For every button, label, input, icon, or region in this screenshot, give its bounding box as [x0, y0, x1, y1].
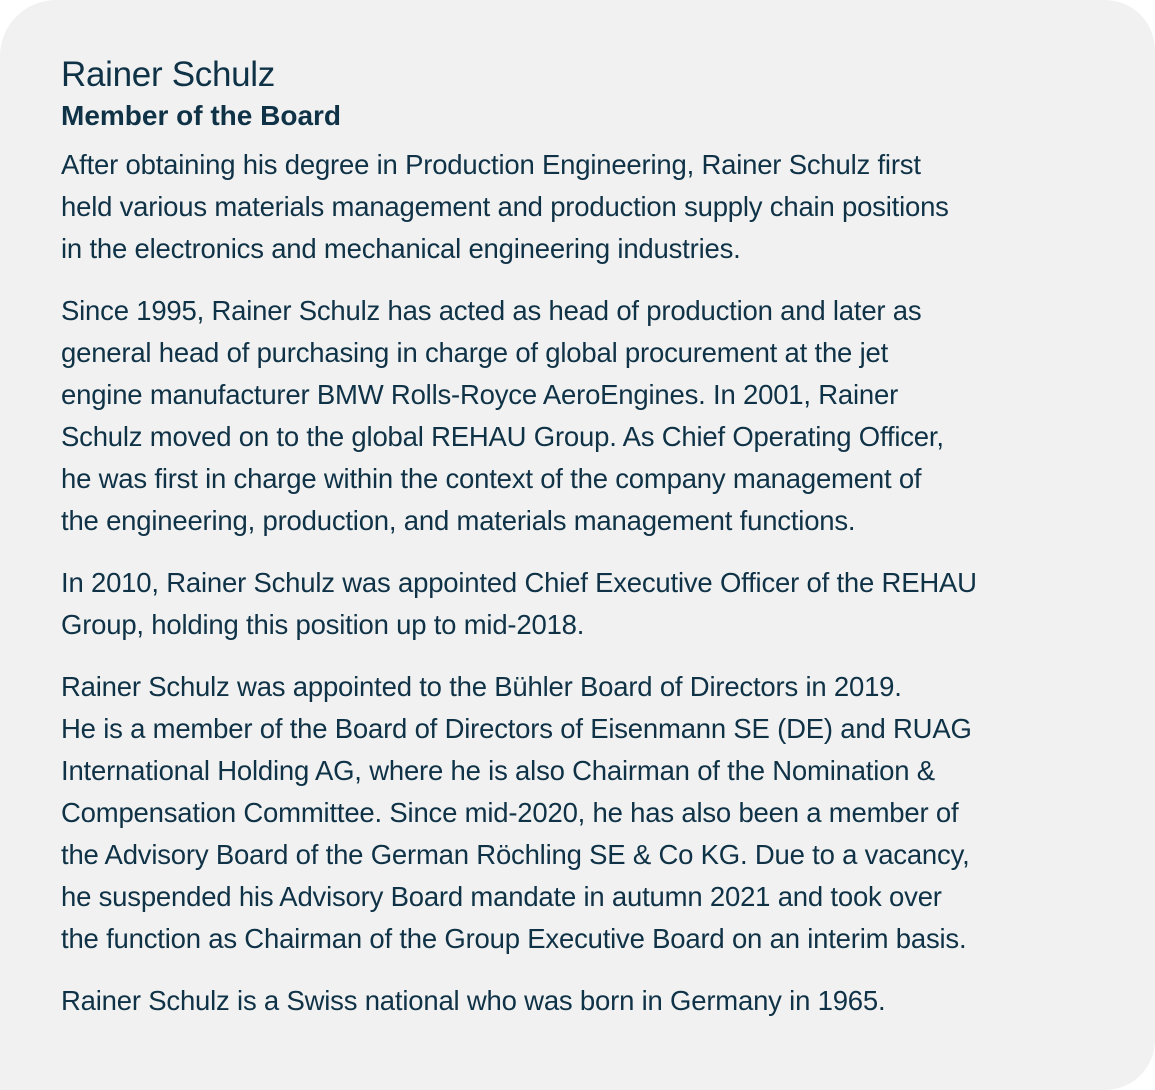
bio-line: held various materials management and production supply chain positions	[61, 191, 949, 222]
bio-line: he was first in charge within the context of the company management of	[61, 463, 922, 494]
bio-paragraph	[61, 562, 1155, 646]
biography	[61, 144, 1155, 1022]
bio-line: After obtaining his degree in Production Engineering, Rainer Schulz first	[61, 149, 921, 180]
bio-paragraph	[61, 290, 1155, 542]
bio-line: Schulz moved on to the global REHAU Group. As Chief Operating Officer,	[61, 421, 944, 452]
bio-line: Group, holding this position up to mid-2018.	[61, 609, 585, 640]
bio-line: Rainer Schulz is a Swiss national who was born in Germany in 1965.	[61, 985, 886, 1016]
bio-paragraph	[61, 980, 1155, 1022]
bio-line: he suspended his Advisory Board mandate in autumn 2021 and took over	[61, 881, 942, 912]
bio-paragraph	[61, 144, 1155, 270]
person-role: Member of the Board	[61, 100, 342, 131]
bio-line: Since 1995, Rainer Schulz has acted as head of production and later as	[61, 295, 922, 326]
bio-paragraph	[61, 666, 1155, 960]
bio-line: the function as Chairman of the Group Executive Board on an interim basis.	[61, 923, 967, 954]
bio-line: International Holding AG, where he is also Chairman of the Nomination &	[61, 755, 935, 786]
bio-line: In 2010, Rainer Schulz was appointed Chief Executive Officer of the REHAU	[61, 567, 977, 598]
person-name: Rainer Schulz	[61, 55, 275, 94]
bio-line: general head of purchasing in charge of global procurement at the jet	[61, 337, 889, 368]
bio-line: in the electronics and mechanical engineering industries.	[61, 233, 741, 264]
bio-line: the Advisory Board of the German Röchling SE & Co KG. Due to a vacancy,	[61, 839, 970, 870]
bio-line: He is a member of the Board of Directors of Eisenmann SE (DE) and RUAG	[61, 713, 972, 744]
bio-line: the engineering, production, and materials management functions.	[61, 505, 856, 536]
bio-line: engine manufacturer BMW Rolls-Royce AeroEngines. In 2001, Rainer	[61, 379, 899, 410]
bio-line: Compensation Committee. Since mid-2020, he has also been a member of	[61, 797, 959, 828]
bio-line: Rainer Schulz was appointed to the Bühler Board of Directors in 2019.	[61, 671, 902, 702]
